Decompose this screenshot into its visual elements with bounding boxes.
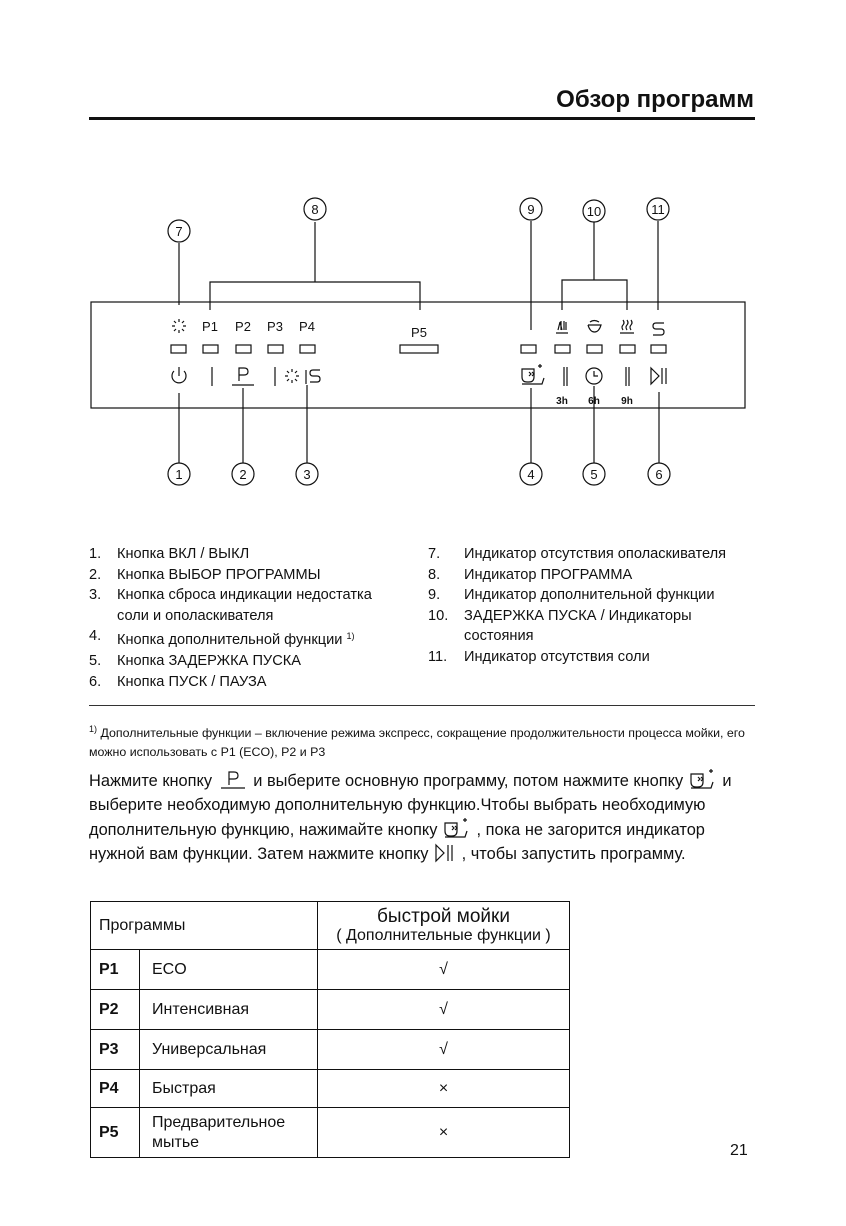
item-number: 4.: [89, 628, 102, 645]
item-number: 8.: [428, 566, 441, 583]
program-mark: √: [318, 990, 570, 1030]
led-9h: [620, 345, 635, 353]
quick-wash-icon: [442, 817, 472, 839]
label-6h: 6h: [588, 396, 600, 407]
led-extra-function: [521, 345, 536, 353]
instr-part4: , пока не загорится индикатор нужной вам функции. Затем нажмите кнопку: [89, 821, 705, 863]
label-p3: P3: [267, 319, 283, 334]
section-divider: [89, 705, 755, 706]
page-number: 21: [730, 1142, 748, 1159]
program-code: P1: [91, 950, 140, 990]
item-text: Индикатор дополнительной функции: [464, 587, 715, 604]
program-code: P3: [91, 1030, 140, 1070]
item-text: Индикатор ПРОГРАММА: [464, 566, 633, 583]
cup-icon: [588, 321, 601, 333]
table-header-quick-wash: [318, 902, 570, 950]
list-item: [428, 647, 758, 668]
item-number: 11.: [428, 648, 448, 665]
program-p-icon: [217, 770, 249, 790]
led-salt: [651, 345, 666, 353]
program-code: P4: [91, 1070, 140, 1108]
led-3h: [555, 345, 570, 353]
program-mark: ×: [318, 1108, 570, 1158]
item-number: [89, 606, 117, 627]
item-text: Кнопка ПУСК / ПАУЗА: [117, 673, 267, 690]
footnote: [89, 720, 761, 762]
list-item: [89, 544, 419, 565]
list-item: [428, 544, 758, 565]
led-p2: [236, 345, 251, 353]
item-number: 6.: [89, 673, 102, 690]
list-item: [89, 626, 419, 651]
callout-7: 7: [175, 224, 183, 239]
button-descriptions: [89, 544, 419, 692]
program-code: P2: [91, 990, 140, 1030]
instr-part2: и выберите основную программу, потом нажмите кнопку: [253, 772, 684, 790]
list-item: [89, 606, 419, 627]
list-item: [428, 565, 758, 586]
item-text: состояния: [464, 628, 534, 645]
item-text: Индикатор отсутствия соли: [464, 648, 650, 665]
quick-wash-icon[interactable]: [522, 364, 544, 384]
led-p4: [300, 345, 315, 353]
item-text: Кнопка ЗАДЕРЖКА ПУСКА: [117, 652, 301, 669]
table-row: [91, 1030, 570, 1070]
led-p3: [268, 345, 283, 353]
item-number: 2.: [89, 566, 102, 583]
item-number: 3.: [89, 587, 102, 604]
program-name: ECO: [140, 950, 318, 990]
list-item: [89, 672, 419, 693]
callout-11: 11: [651, 202, 665, 217]
program-name: Быстрая: [140, 1070, 318, 1108]
program-mark: √: [318, 950, 570, 990]
list-item: [428, 626, 758, 647]
start-pause-icon[interactable]: [651, 368, 666, 384]
item-text: Кнопка дополнительной функции: [117, 632, 343, 649]
table-row: [91, 950, 570, 990]
led-p5: [400, 345, 438, 353]
table-header-programs: Программы: [91, 902, 318, 950]
program-name: Интенсивная: [140, 990, 318, 1030]
page-title: Обзор программ: [556, 86, 754, 113]
power-icon[interactable]: [172, 367, 186, 383]
label-p5: P5: [411, 325, 427, 340]
list-item: [89, 565, 419, 586]
callout-3: 3: [303, 467, 311, 482]
label-p2: P2: [235, 319, 251, 334]
program-p-icon[interactable]: [232, 368, 254, 385]
callout-6: 6: [655, 467, 663, 482]
program-code: P5: [91, 1108, 140, 1158]
list-item: [89, 585, 419, 606]
table-row: [91, 1070, 570, 1108]
table-row: [91, 1108, 570, 1158]
program-mark: √: [318, 1030, 570, 1070]
instr-part5: , чтобы запустить программу.: [461, 844, 686, 863]
program-name: Универсальная: [140, 1030, 318, 1070]
table-header-row: [91, 902, 570, 950]
item-text: соли и ополаскивателя: [117, 607, 274, 624]
led-6h: [587, 345, 602, 353]
programs-table: [90, 901, 570, 1158]
item-text: ЗАДЕРЖКА ПУСКА / Индикаторы: [464, 607, 692, 624]
item-text: Кнопка ВКЛ / ВЫКЛ: [117, 546, 250, 562]
callout-2: 2: [239, 467, 247, 482]
callout-10: 10: [586, 204, 602, 219]
control-panel-outline: [91, 302, 745, 408]
item-number: 9.: [428, 587, 441, 604]
footnote-ref: 1): [346, 631, 355, 642]
item-text: Кнопка сброса индикации недостатка: [117, 587, 372, 604]
program-name: Предварительное мытье: [140, 1108, 318, 1158]
item-text: Индикатор отсутствия ополаскивателя: [464, 546, 727, 562]
callout-4: 4: [527, 467, 535, 482]
callout-1: 1: [175, 467, 183, 482]
item-number: 10.: [428, 607, 449, 624]
rinse-aid-icon: [172, 319, 186, 333]
list-item: [428, 606, 758, 627]
heat-icon: [620, 320, 634, 333]
item-number: 1.: [89, 546, 102, 562]
led-p1: [203, 345, 218, 353]
program-mark: ×: [318, 1070, 570, 1108]
item-number: 5.: [89, 652, 102, 669]
instructions: [89, 768, 761, 866]
clock-icon[interactable]: [586, 368, 602, 384]
label-p1: P1: [202, 319, 218, 334]
callout-5: 5: [590, 467, 598, 482]
item-number: 7.: [428, 546, 441, 562]
list-item: [89, 651, 419, 672]
led-rinse-aid: [171, 345, 186, 353]
footnote-text: Дополнительные функции – включение режима экспресс, сокращение продолжительности процесса мойки, его можно использовать с P1 (ECO), P2 и P3: [89, 726, 745, 759]
item-text: Кнопка ВЫБОР ПРОГРАММЫ: [117, 566, 321, 583]
table-row: [91, 990, 570, 1030]
item-number: [428, 626, 464, 647]
salt-icon: [653, 323, 664, 335]
quick-wash-icon: [688, 768, 718, 790]
header-quick-wash-title: быстрой мойки: [377, 905, 510, 927]
indicator-descriptions: [428, 544, 758, 668]
list-item: [428, 585, 758, 606]
instr-part3: и выберите необходимую дополнительную функцию.Чтобы выбрать необходимую дополнительную функцию, нажимайте кнопку: [89, 772, 732, 839]
drying-icon: [556, 321, 568, 333]
label-3h: 3h: [556, 396, 568, 407]
reset-indicator-icon[interactable]: [285, 369, 320, 384]
footnote-marker: 1): [89, 724, 98, 734]
instr-part1: Нажмите кнопку: [89, 772, 213, 790]
label-9h: 9h: [621, 396, 633, 407]
start-pause-icon: [433, 843, 457, 863]
callout-8: 8: [311, 202, 319, 217]
callout-9: 9: [527, 202, 535, 217]
label-p4: P4: [299, 319, 315, 334]
header-quick-wash-subtitle: ( Дополнительные функции ): [336, 926, 551, 944]
control-panel-diagram: [0, 0, 846, 500]
